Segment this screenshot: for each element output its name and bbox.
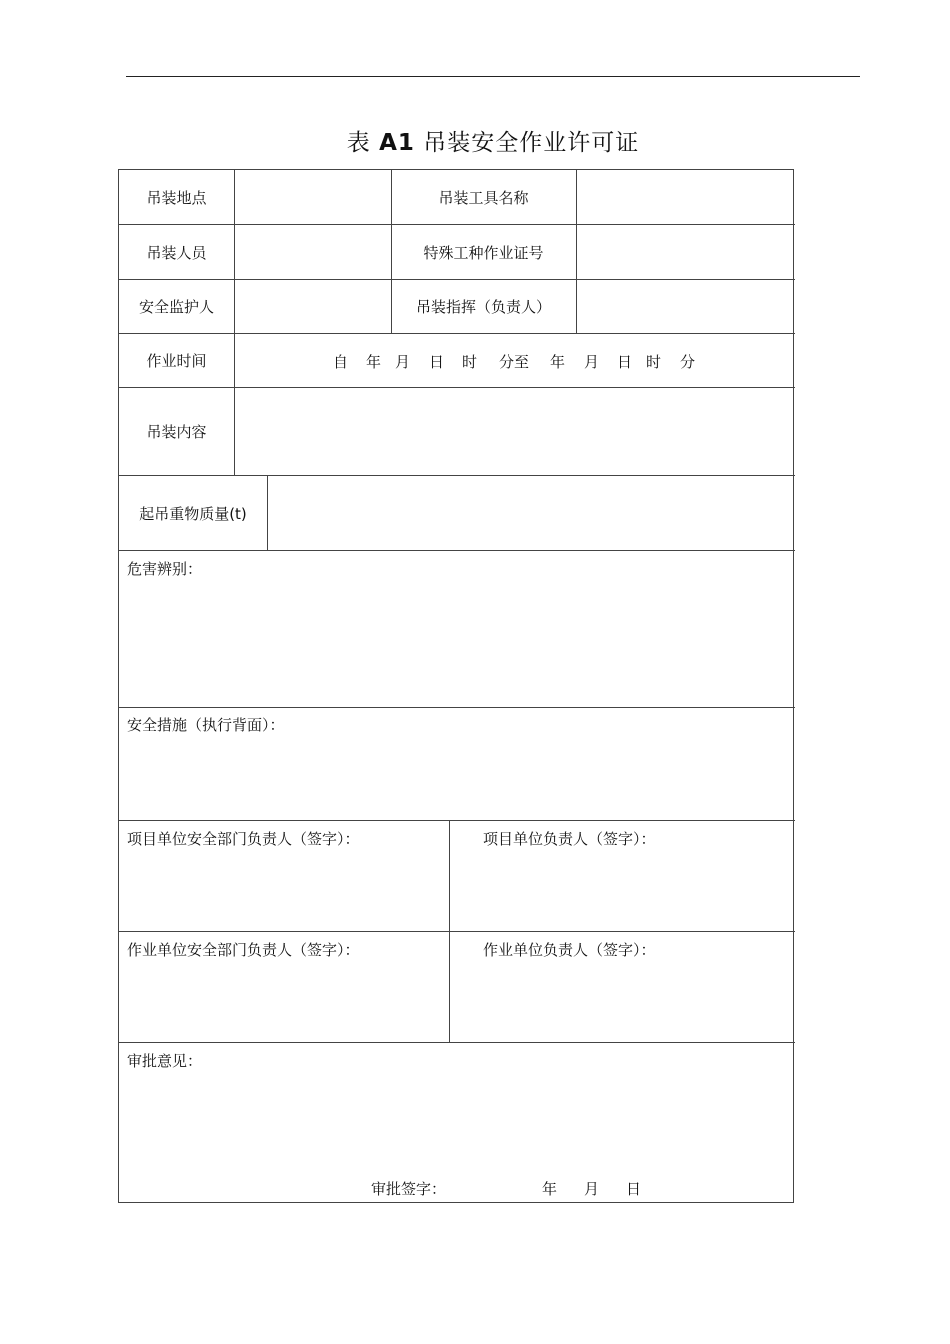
permit-form (118, 169, 794, 1203)
row-divider (119, 820, 795, 821)
time-year1: 年 (366, 353, 382, 371)
col-divider (449, 820, 450, 1042)
personnel-label: 吊装人员 (146, 243, 207, 262)
approval-sign-label: 审批签字： (371, 1180, 447, 1198)
tool-name-field[interactable] (577, 170, 793, 224)
page-title (0, 124, 950, 157)
work-head-label: 作业单位负责人（签字）： (483, 941, 656, 959)
approval-day: 日 (626, 1180, 642, 1198)
title-main: 吊装安全作业许可证 (423, 130, 640, 156)
content-label: 吊装内容 (146, 423, 207, 441)
content-field[interactable] (235, 388, 793, 475)
time-day2: 日 (617, 353, 633, 371)
time-month1: 月 (395, 353, 411, 371)
approval-year: 年 (542, 1180, 558, 1198)
location-label: 吊装地点 (146, 188, 207, 207)
time-year2: 年 (550, 353, 566, 371)
row-divider (119, 707, 795, 708)
special-cert-field[interactable] (577, 225, 793, 279)
hazard-label: 危害辨别： (127, 560, 203, 578)
time-from: 自 (333, 353, 349, 371)
personnel-field[interactable] (235, 225, 391, 279)
row-divider (119, 1042, 795, 1043)
work-time-field[interactable] (119, 351, 795, 371)
tool-name-label: 吊装工具名称 (438, 188, 529, 207)
weight-label: 起吊重物质量(t) (139, 504, 247, 523)
location-field[interactable] (235, 170, 391, 224)
supervisor-field[interactable] (235, 280, 391, 333)
work-safety-head-label: 作业单位安全部门负责人（签字）： (127, 941, 360, 959)
time-minute2: 分 (680, 353, 696, 371)
time-minute-to: 分至 (499, 353, 530, 371)
commander-label: 吊装指挥（负责人） (415, 298, 551, 316)
row-divider (119, 550, 795, 551)
special-cert-label: 特殊工种作业证号 (423, 243, 544, 262)
project-safety-head-label: 项目单位安全部门负责人（签字）： (127, 830, 360, 848)
title-code: A1 (379, 130, 415, 156)
supervisor-label: 安全监护人 (138, 298, 214, 316)
time-month2: 月 (584, 353, 600, 371)
approval-opinion-label: 审批意见： (127, 1052, 203, 1070)
weight-field[interactable] (268, 476, 793, 550)
top-rule (126, 76, 860, 77)
time-hour1: 时 (462, 353, 478, 371)
approval-month: 月 (584, 1180, 600, 1198)
title-prefix: 表 (346, 130, 371, 156)
work-time-label: 作业时间 (146, 352, 207, 370)
time-day1: 日 (429, 353, 445, 371)
project-head-label: 项目单位负责人（签字）： (483, 830, 656, 848)
measures-label: 安全措施（执行背面）： (127, 716, 285, 734)
commander-field[interactable] (577, 280, 793, 333)
time-hour2: 时 (646, 353, 662, 371)
row-divider (119, 931, 795, 932)
